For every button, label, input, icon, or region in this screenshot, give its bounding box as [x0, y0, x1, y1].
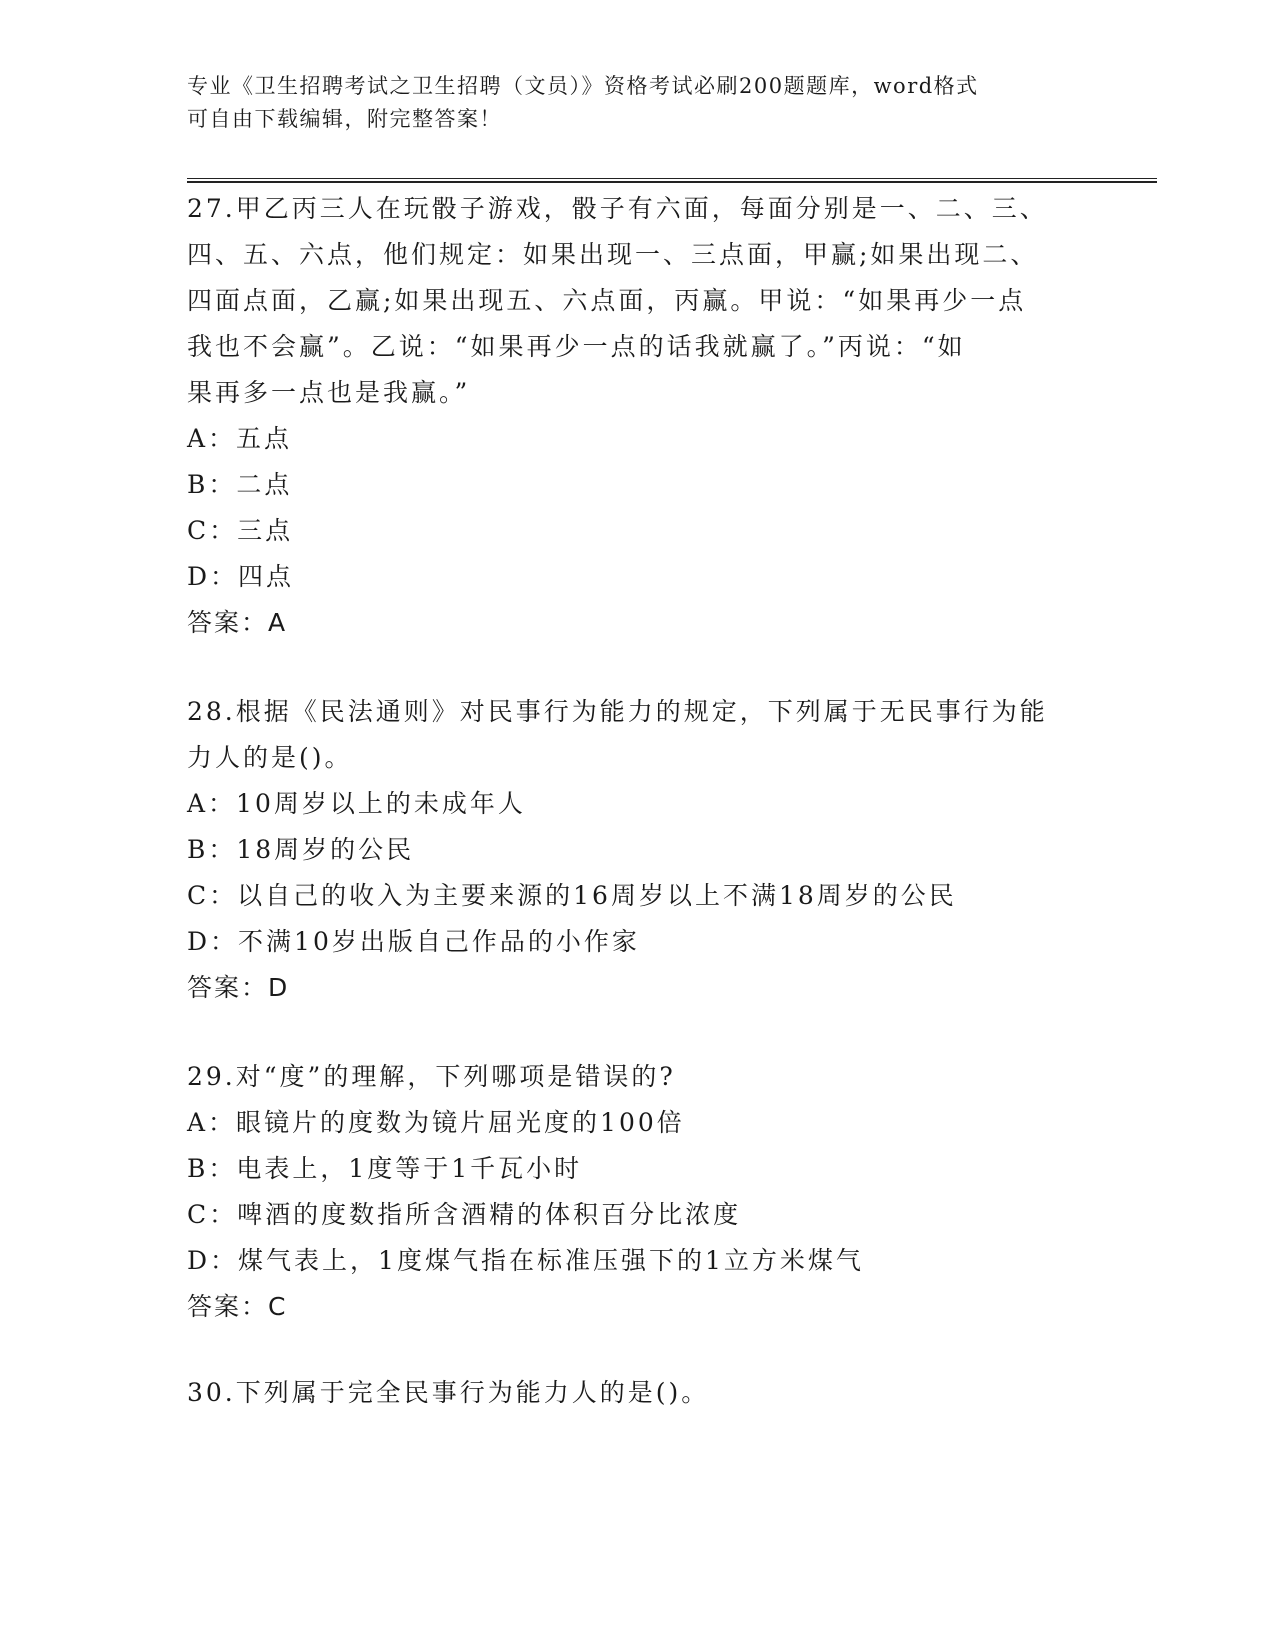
option-c: C：三点	[187, 516, 294, 545]
question-stem-line: 四、五、六点，他们规定：如果出现一、三点面，甲赢;如果出现二、	[187, 240, 1039, 269]
option-b: B：18周岁的公民	[187, 835, 415, 864]
option-a: A：五点	[187, 424, 293, 453]
question-stem-line: 四面点面，乙赢;如果出现五、六点面，丙赢。甲说：“如果再少一点	[187, 286, 1027, 315]
question-30-stem: 30.下列属于完全民事行为能力人的是()。	[187, 1378, 710, 1407]
question-stem-line: 力人的是()。	[187, 743, 353, 772]
question-stem-line: 28.根据《民法通则》对民事行为能力的规定，下列属于无民事行为能	[187, 697, 1048, 726]
option-c: C：啤酒的度数指所含酒精的体积百分比浓度	[187, 1200, 742, 1229]
question-29	[187, 1054, 1087, 1330]
question-list	[187, 186, 1087, 1330]
document-header	[187, 70, 1087, 136]
answer-line: 答案：A	[187, 608, 288, 637]
header-divider	[187, 178, 1157, 183]
question-spacer	[187, 646, 1087, 689]
question-stem-line: 29.对“度”的理解，下列哪项是错误的?	[187, 1062, 676, 1091]
option-c: C：以自己的收入为主要来源的16周岁以上不满18周岁的公民	[187, 881, 957, 910]
answer-line: 答案：D	[187, 973, 290, 1002]
option-d: D：四点	[187, 562, 295, 591]
answer-line: 答案：C	[187, 1292, 288, 1321]
option-d: D：煤气表上，1度煤气指在标准压强下的1立方米煤气	[187, 1246, 864, 1275]
option-d: D：不满10岁出版自己作品的小作家	[187, 927, 640, 956]
option-b: B：二点	[187, 470, 293, 499]
option-a: A：眼镜片的度数为镜片屈光度的100倍	[187, 1108, 685, 1137]
question-stem-line: 我也不会赢”。乙说：“如果再少一点的话我就赢了。”丙说：“如	[187, 332, 966, 361]
question-spacer	[187, 1011, 1087, 1054]
question-stem-line: 27.甲乙丙三人在玩骰子游戏，骰子有六面，每面分别是一、二、三、	[187, 194, 1048, 223]
question-27	[187, 186, 1087, 646]
option-a: A：10周岁以上的未成年人	[187, 789, 526, 818]
header-line-1: 专业《卫生招聘考试之卫生招聘（文员）》资格考试必刷200题题库，word格式	[187, 74, 979, 98]
header-line-2: 可自由下载编辑，附完整答案！	[187, 107, 502, 131]
option-b: B：电表上，1度等于1千瓦小时	[187, 1154, 583, 1183]
question-28	[187, 689, 1087, 1011]
question-stem-line: 果再多一点也是我赢。”	[187, 378, 471, 407]
